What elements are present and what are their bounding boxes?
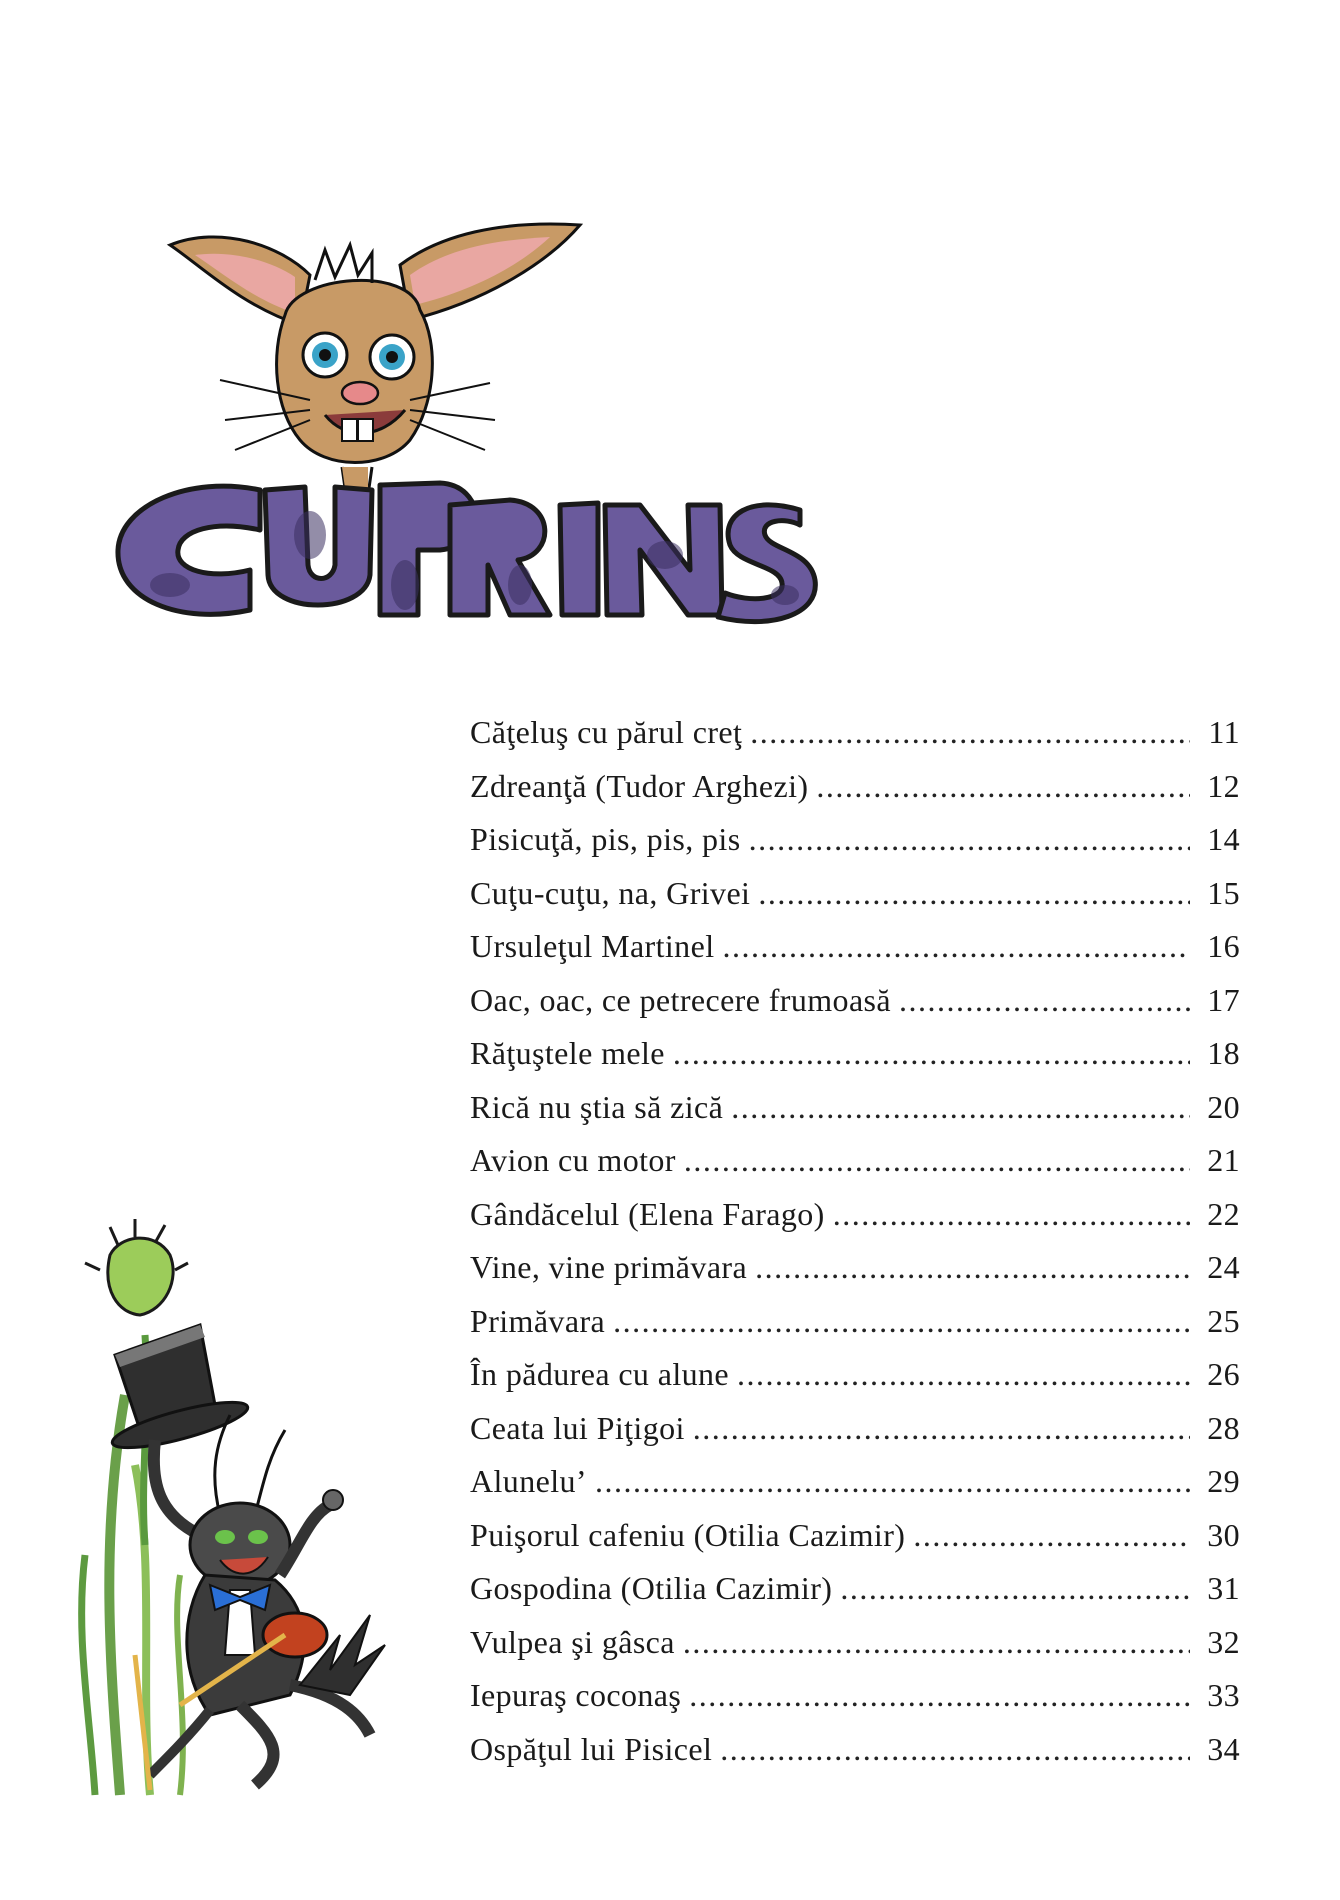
toc-entry-page: 20 [1207, 1088, 1240, 1125]
toc-entry-page: 22 [1207, 1195, 1240, 1232]
toc-entry[interactable] [470, 974, 1240, 1028]
toc-entry[interactable] [470, 1134, 1240, 1188]
dot-leader [720, 1723, 1190, 1777]
toc-entry-page: 17 [1207, 981, 1240, 1018]
toc-entry-title: Gândăcelul (Elena Farago) [470, 1195, 825, 1232]
toc-entry-title: Zdreanţă (Tudor Arghezi) [470, 767, 809, 804]
toc-entry[interactable] [470, 1402, 1240, 1456]
toc-entry-page: 26 [1207, 1356, 1240, 1392]
toc-entry-page: 31 [1207, 1570, 1240, 1606]
dot-leader [758, 867, 1190, 921]
toc-entry-page: 18 [1207, 1035, 1240, 1071]
toc-entry-title: Pisicuţă, pis, pis, pis [470, 821, 741, 857]
toc-entry-page: 12 [1207, 767, 1240, 804]
dot-leader [613, 1295, 1190, 1349]
dot-leader [833, 1188, 1190, 1242]
toc-entry-title: Vine, vine primăvara [470, 1249, 748, 1285]
toc-entry-title: Vulpea şi gâsca [470, 1623, 675, 1660]
toc-entry[interactable] [470, 920, 1240, 974]
toc-entry[interactable] [470, 1562, 1240, 1616]
toc-entry-title: Ursuleţul Martinel [470, 928, 715, 964]
toc-entry-page: 34 [1207, 1730, 1240, 1767]
dot-leader [689, 1669, 1190, 1723]
dot-leader [755, 1241, 1190, 1295]
toc-entry-title: Gospodina (Otilia Cazimir) [470, 1570, 833, 1606]
dot-leader [737, 1348, 1190, 1402]
toc-entry-title: Primăvara [470, 1302, 606, 1339]
dot-leader [683, 1616, 1190, 1670]
toc-entry-page: 28 [1207, 1409, 1240, 1446]
toc-entry-title: Rică nu ştia să zică [470, 1088, 724, 1125]
toc-entry[interactable] [470, 1455, 1240, 1509]
toc-entry-page: 33 [1207, 1677, 1240, 1713]
toc-entry-page: 32 [1207, 1623, 1240, 1660]
toc-entry-page: 16 [1207, 928, 1240, 964]
toc-entry-page: 14 [1207, 821, 1240, 857]
toc-entry[interactable] [470, 706, 1240, 760]
toc-entry[interactable] [470, 1027, 1240, 1081]
toc-entry[interactable] [470, 1348, 1240, 1402]
dot-leader [750, 706, 1190, 760]
toc-entry[interactable] [470, 1241, 1240, 1295]
toc-entry-page: 29 [1207, 1463, 1240, 1499]
toc-entry-page: 15 [1207, 874, 1240, 911]
toc-entry[interactable] [470, 1723, 1240, 1777]
toc-entry[interactable] [470, 1509, 1240, 1563]
toc-entry[interactable] [470, 1669, 1240, 1723]
toc-entry[interactable] [470, 867, 1240, 921]
toc-entry-title: Ospăţul lui Pisicel [470, 1730, 713, 1767]
table-of-contents [470, 706, 1240, 1776]
toc-entry-page: 11 [1208, 714, 1240, 750]
toc-entry-title: Avion cu motor [470, 1142, 676, 1178]
toc-entry-title: Alunelu’ [470, 1463, 587, 1499]
dot-leader [684, 1134, 1190, 1188]
dot-leader [840, 1562, 1190, 1616]
toc-entry[interactable] [470, 1295, 1240, 1349]
toc-entry-title: Ceata lui Piţigoi [470, 1409, 685, 1446]
dot-leader [693, 1402, 1190, 1456]
toc-entry[interactable] [470, 1188, 1240, 1242]
toc-entry-title: Căţeluş cu părul creţ [470, 714, 743, 750]
dot-leader [673, 1027, 1190, 1081]
toc-entry-title: Puişorul cafeniu (Otilia Cazimir) [470, 1516, 906, 1553]
dot-leader [749, 813, 1190, 867]
toc-entry[interactable] [470, 1081, 1240, 1135]
dot-leader [595, 1455, 1190, 1509]
dot-leader [731, 1081, 1190, 1135]
dot-leader [899, 974, 1190, 1028]
cricket-illustration [40, 1215, 440, 1805]
toc-entry-title: Oac, oac, ce petrecere frumoasă [470, 981, 892, 1018]
toc-entry-page: 30 [1207, 1516, 1240, 1553]
toc-entry-title: Răţuştele mele [470, 1035, 665, 1071]
dot-leader [816, 760, 1190, 814]
rabbit-illustration [110, 205, 850, 635]
toc-entry[interactable] [470, 760, 1240, 814]
toc-entry[interactable] [470, 813, 1240, 867]
toc-entry-page: 25 [1207, 1302, 1240, 1339]
toc-entry-title: Cuţu-cuţu, na, Grivei [470, 874, 751, 911]
toc-entry-page: 21 [1207, 1142, 1240, 1178]
toc-entry-title: Iepuraş coconaş [470, 1677, 682, 1713]
dot-leader [722, 920, 1190, 974]
dot-leader [913, 1509, 1190, 1563]
toc-entry-page: 24 [1207, 1249, 1240, 1285]
toc-entry-title: În pădurea cu alune [470, 1356, 730, 1392]
toc-entry[interactable] [470, 1616, 1240, 1670]
